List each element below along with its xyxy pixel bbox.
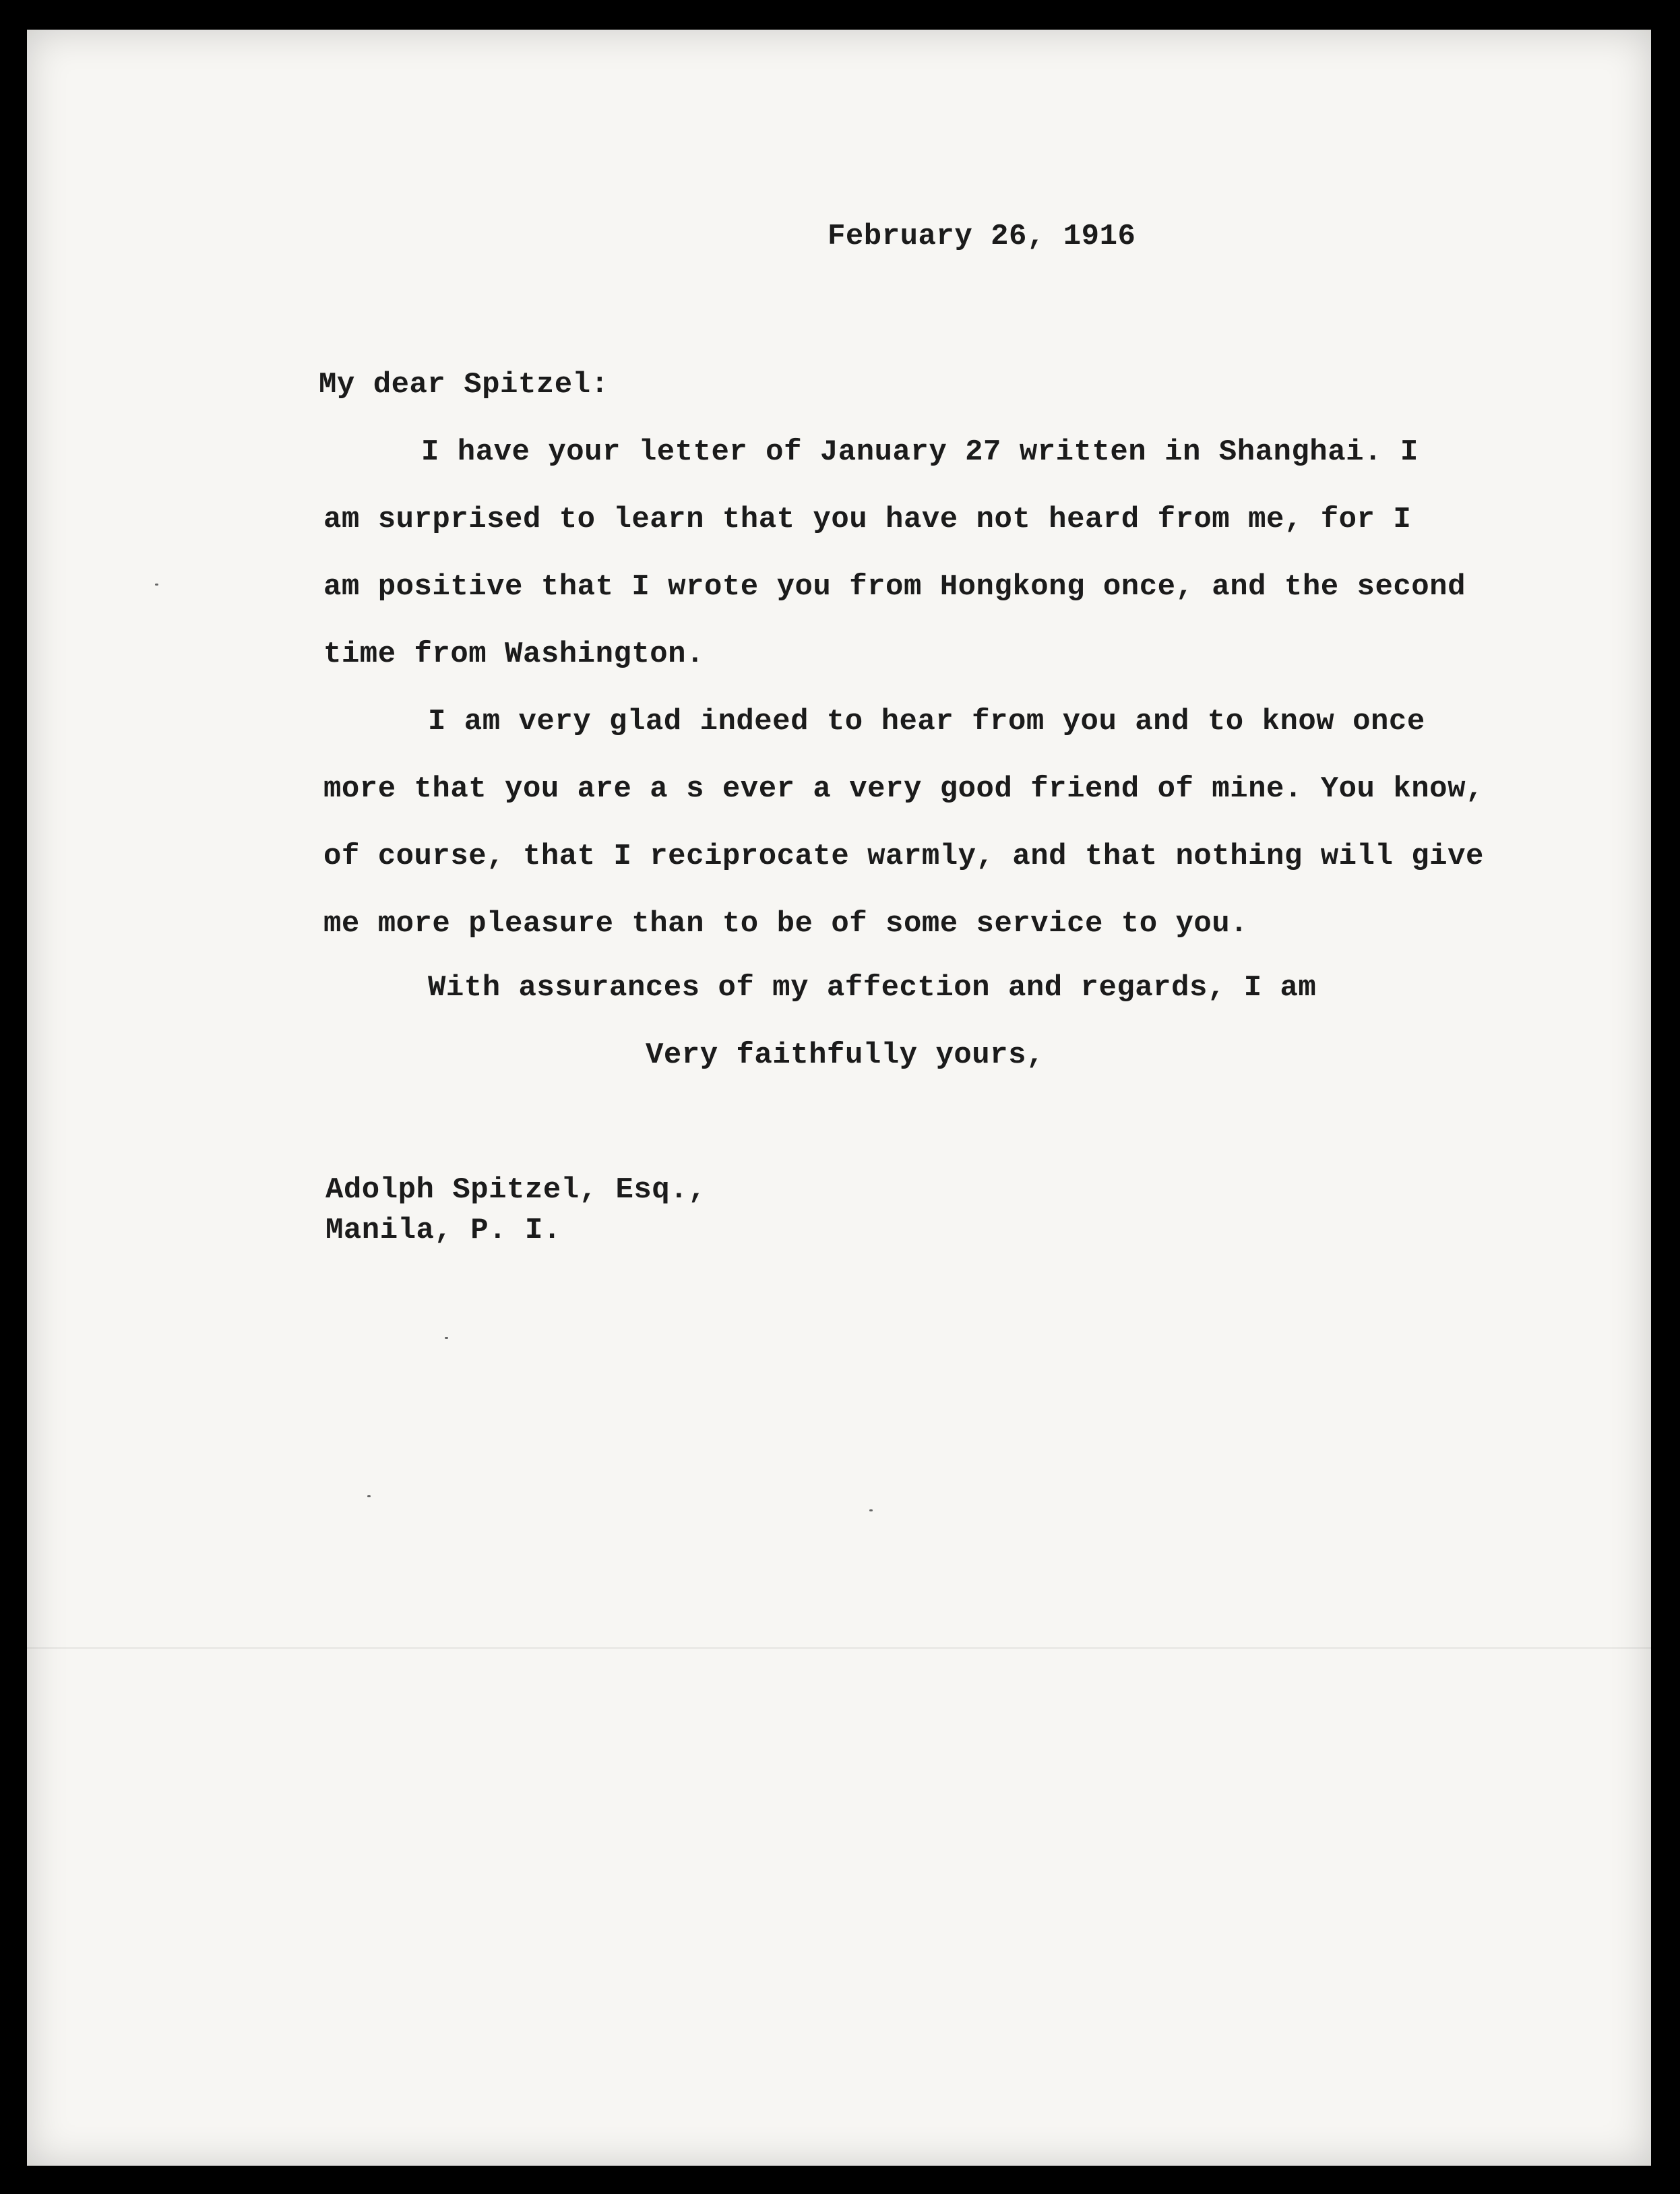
letter-date: February 26, 1916 [828, 220, 1136, 253]
salutation: My dear Spitzel: [319, 368, 609, 402]
paragraph-1-line-2: am surprised to learn that you have not heard from me, for I [323, 503, 1412, 536]
ink-speck [155, 584, 158, 586]
addressee-name: Adolph Spitzel, Esq., [325, 1173, 706, 1207]
ink-speck [445, 1337, 448, 1339]
paragraph-2-line-4: me more pleasure than to be of some service to you. [323, 907, 1249, 941]
paragraph-1-line-3: am positive that I wrote you from Hongkong once, and the second [323, 570, 1466, 604]
paragraph-3-line-1: With assurances of my affection and regards, I am [428, 971, 1317, 1005]
closing: Very faithfully yours, [646, 1038, 1045, 1072]
paragraph-2-line-3: of course, that I reciprocate warmly, and that nothing will give [323, 840, 1484, 873]
letter-page [27, 30, 1651, 2166]
paragraph-2-line-2: more that you are a s ever a very good friend of mine. You know, [323, 772, 1484, 806]
paragraph-1-line-1: I have your letter of January 27 written in Shanghai. I [421, 435, 1419, 469]
ink-speck [367, 1495, 371, 1497]
page-fold-line [27, 1647, 1651, 1649]
ink-speck [869, 1509, 873, 1511]
addressee-location: Manila, P. I. [325, 1214, 561, 1247]
paragraph-1-line-4: time from Washington. [323, 637, 704, 671]
paragraph-2-line-1: I am very glad indeed to hear from you and to know once [428, 705, 1425, 739]
